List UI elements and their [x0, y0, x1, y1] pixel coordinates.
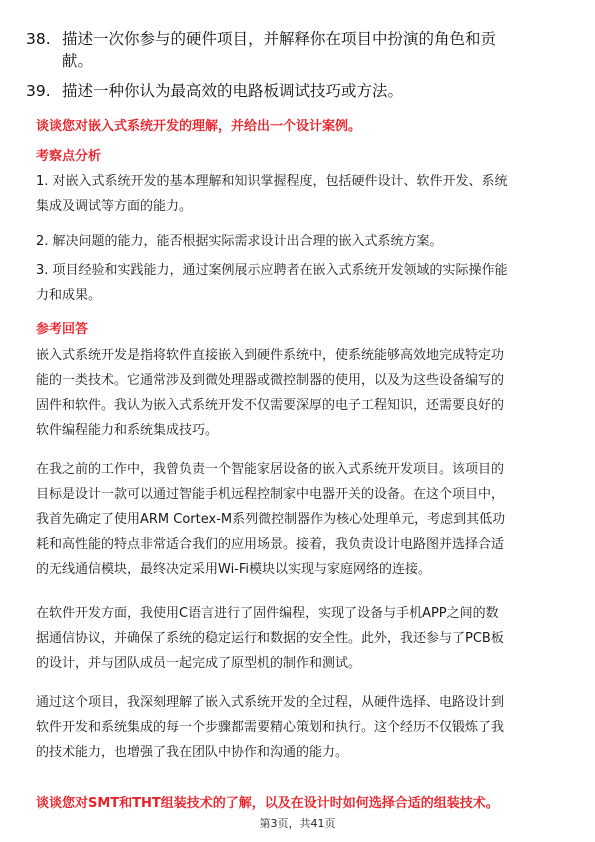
item-text: 描述一种你认为最高效的电路板调试技巧或方法。: [62, 82, 404, 100]
item-number: 38.: [26, 30, 51, 48]
text-line: 目标是设计一款可以通过智能手机远程控制家中电器开关的设备。在这个项目中，: [36, 487, 505, 502]
item-number: 39.: [26, 82, 51, 100]
text-line: 3. 项目经验和实践能力，通过案例展示应聘者在嵌入式系统开发领域的实际操作能: [36, 263, 508, 278]
analysis-heading: 考察点分析: [36, 149, 102, 164]
text-line: 集成及调试等方面的能力。: [36, 199, 193, 214]
text-line: 固件和软件。我认为嵌入式系统开发不仅需要深厚的电子工程知识，还需要良好的: [36, 398, 505, 413]
text-line: 据通信协议，并确保了系统的稳定运行和数据的安全性。此外，我还参与了PCB板: [36, 631, 504, 646]
text-line: 的无线通信模块，最终决定采用Wi-Fi模块以实现与家庭网络的连接。: [36, 562, 432, 577]
text-line: 的设计，并与团队成员一起完成了原型机的制作和测试。: [36, 656, 362, 671]
analysis-point-2: [36, 229, 561, 254]
text-line: 在我之前的工作中，我曾负责一个智能家居设备的嵌入式系统开发项目。该项目的: [36, 462, 505, 477]
numbered-item-39: [26, 80, 566, 102]
text-line: 通过这个项目，我深刻理解了嵌入式系统开发的全过程，从硬件选择、电路设计到: [36, 695, 505, 710]
text-line: 耗和高性能的特点非常适合我们的应用场景。接着，我负责设计电路图并选择合适: [36, 537, 505, 552]
analysis-point-1: [36, 169, 561, 219]
text-line: 力和成果。: [36, 288, 102, 303]
text-line: 能的一类技术。它通常涉及到微处理器或微控制器的使用，以及为这些设备编写的: [36, 373, 505, 388]
question-heading-2: 谈谈您对SMT和THT组装技术的了解，以及在设计时如何选择合适的组装技术。: [36, 796, 499, 811]
text-line: 1. 对嵌入式系统开发的基本理解和知识掌握程度，包括硬件设计、软件开发、系统: [36, 174, 508, 189]
item-text-continued: 献。: [62, 52, 94, 70]
page-footer: 第3页，共41页: [259, 817, 336, 830]
numbered-item-38: [26, 28, 566, 72]
answer-paragraph-1: [36, 343, 561, 443]
analysis-point-3: [36, 258, 561, 308]
answer-paragraph-2: [36, 457, 561, 582]
text-line: 2. 解决问题的能力，能否根据实际需求设计出合理的嵌入式系统方案。: [36, 234, 443, 249]
text-line: 在软件开发方面，我使用C语言进行了固件编程，实现了设备与手机APP之间的数: [36, 606, 499, 621]
text-line: 我首先确定了使用ARM Cortex-M系列微控制器作为核心处理单元，考虑到其低功: [36, 512, 506, 527]
answer-paragraph-4: [36, 690, 561, 765]
text-line: 软件开发和系统集成的每一个步骤都需要精心策划和执行。这个经历不仅锻炼了我: [36, 720, 505, 735]
text-line: 的技术能力，也增强了我在团队中协作和沟通的能力。: [36, 745, 349, 760]
item-text: 描述一次你参与的硬件项目，并解释你在项目中扮演的角色和贡: [62, 30, 497, 48]
text-line: 软件编程能力和系统集成技巧。: [36, 423, 219, 438]
answer-heading: 参考回答: [36, 322, 89, 337]
answer-paragraph-3: [36, 601, 561, 676]
question-heading: 谈谈您对嵌入式系统开发的理解，并给出一个设计案例。: [36, 119, 362, 134]
text-line: 嵌入式系统开发是指将软件直接嵌入到硬件系统中，使系统能够高效地完成特定功: [36, 348, 505, 363]
